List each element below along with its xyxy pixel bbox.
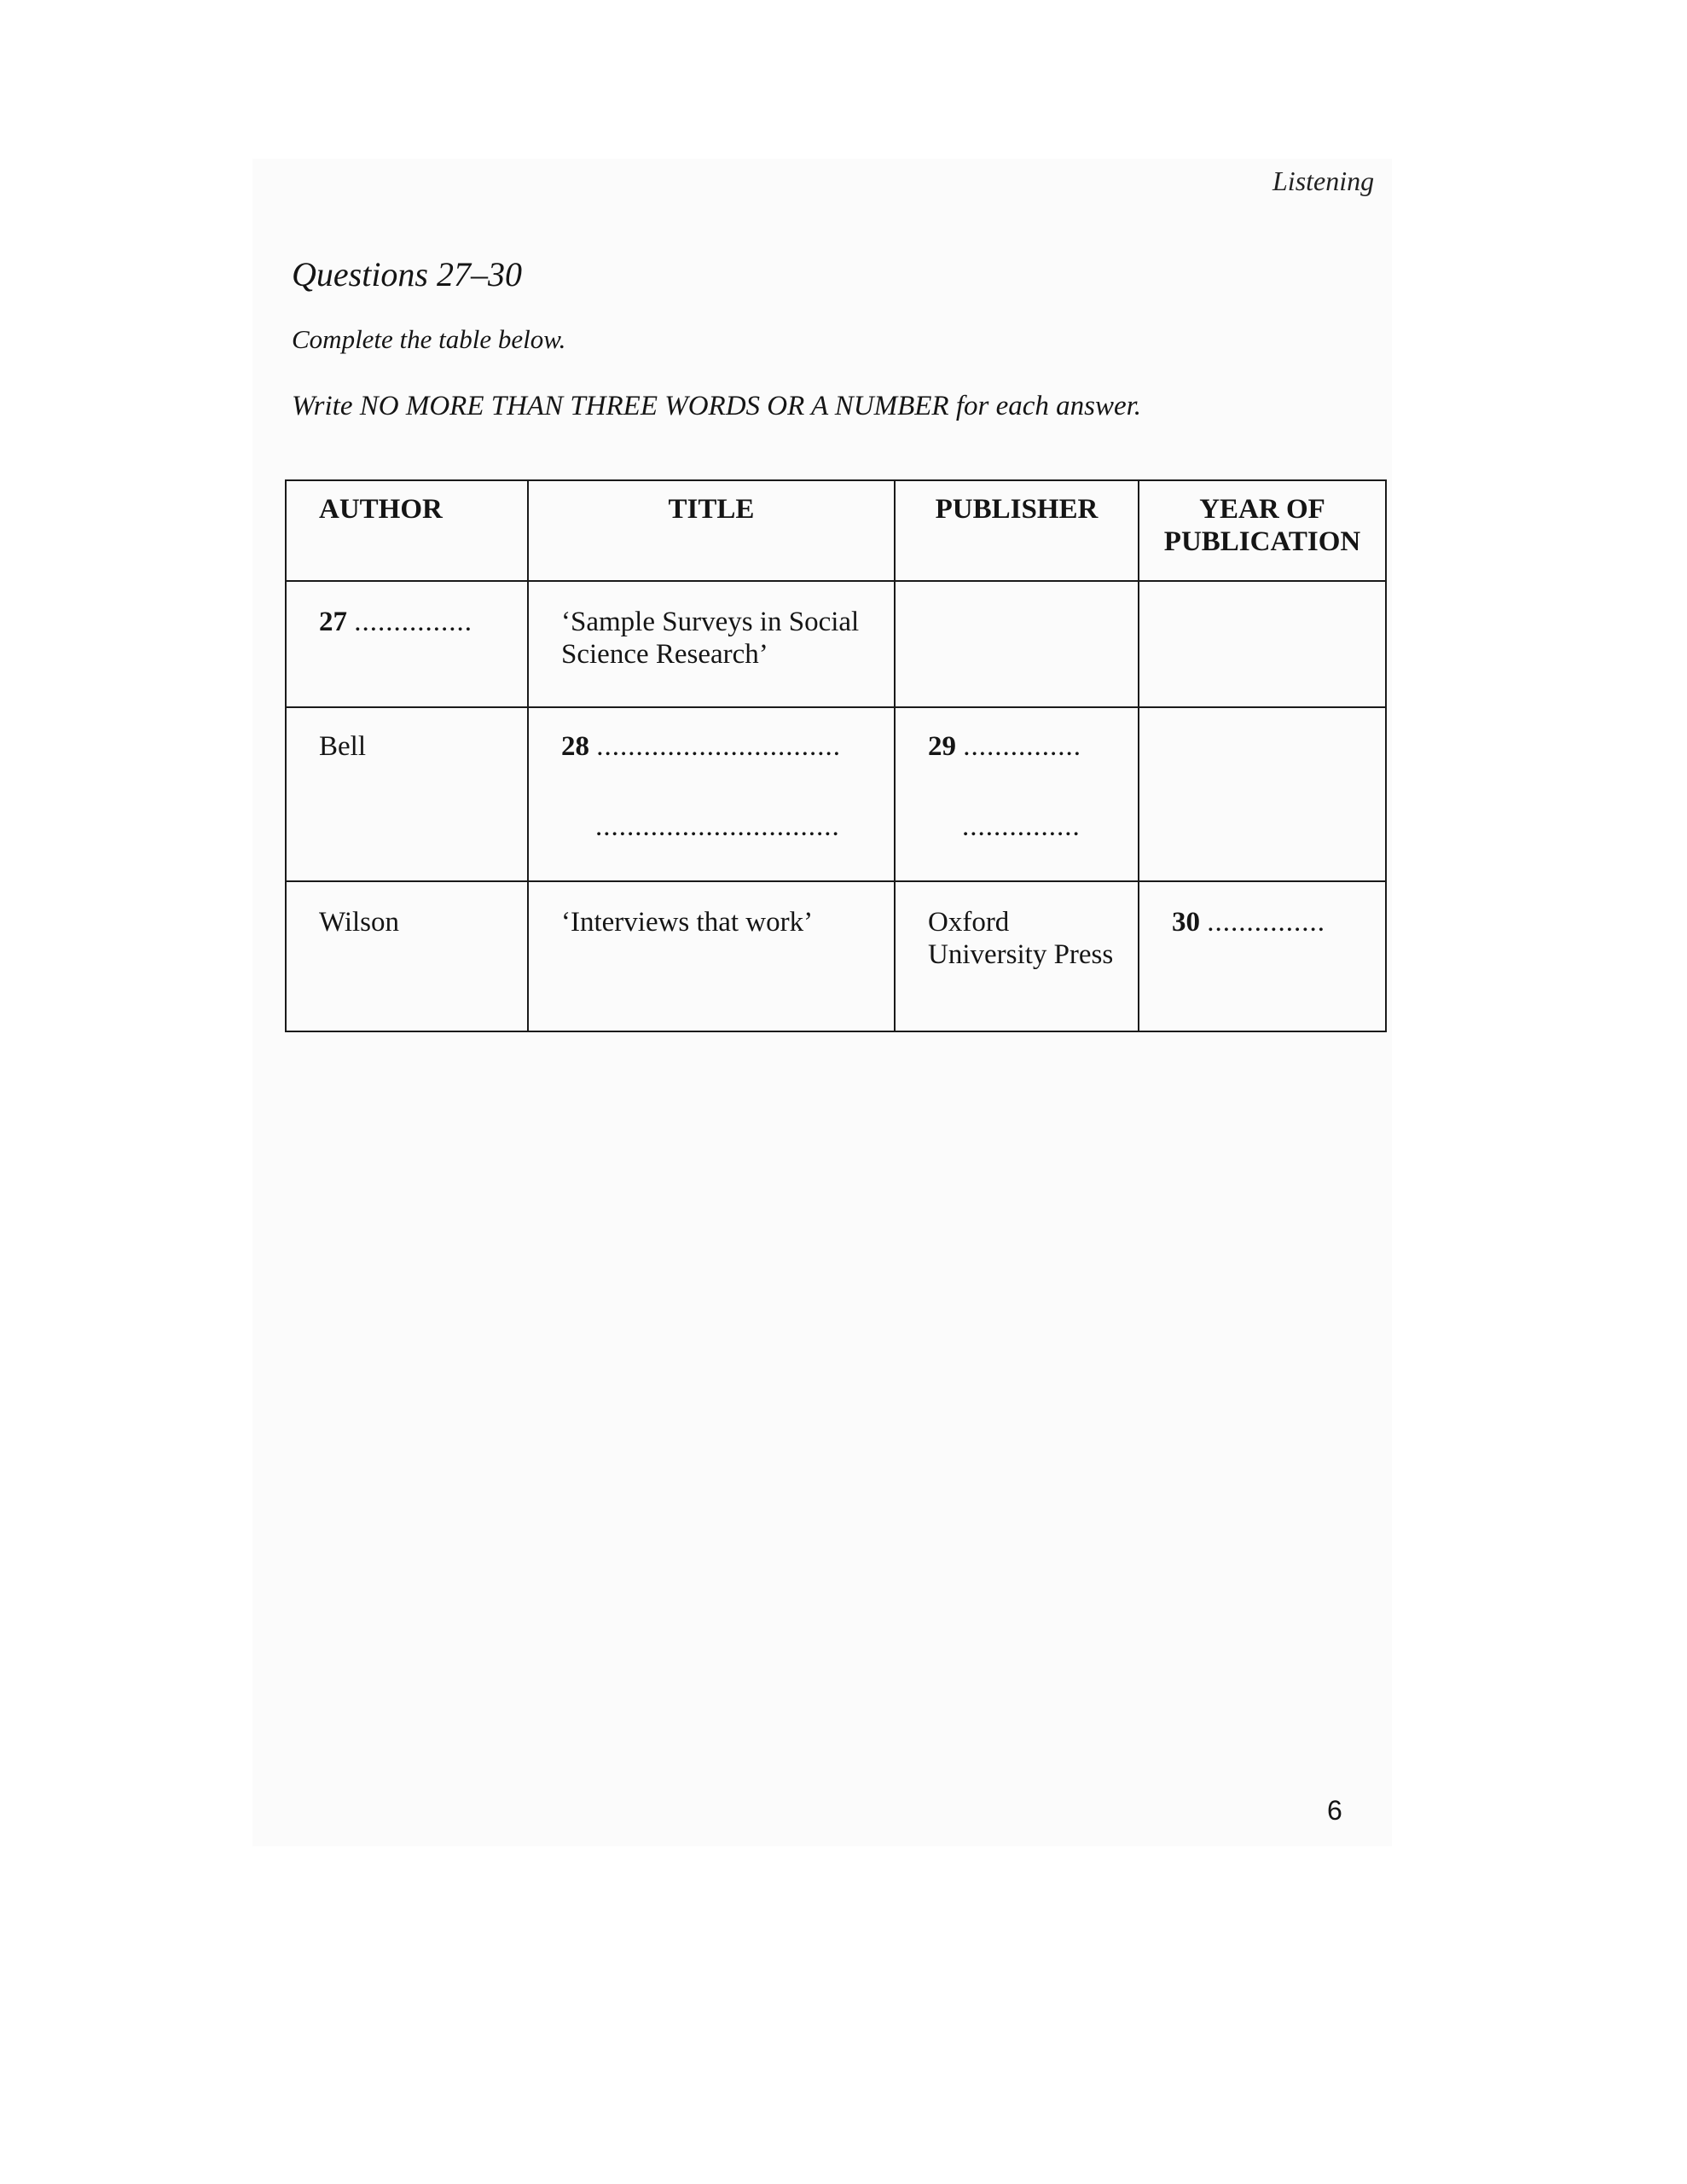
answer-table (285, 479, 1387, 1032)
header-publisher: PUBLISHER (895, 480, 1139, 581)
header-author: AUTHOR (286, 480, 528, 581)
cell-year (1139, 707, 1386, 881)
cell-title: ‘Interviews that work’ (528, 881, 895, 1031)
page-number: 6 (1327, 1795, 1342, 1826)
word-limit-tail: for each answer. (948, 391, 1142, 421)
answer-blank-29[interactable]: ............... (963, 731, 1081, 762)
cell-publisher: Oxford University Press (895, 881, 1139, 1031)
cell-author: Wilson (286, 881, 528, 1031)
cell-publisher-29[interactable] (895, 707, 1139, 881)
table-row (286, 881, 1386, 1031)
word-limit-emphasis: NO MORE THAN THREE WORDS OR A NUMBER (359, 391, 949, 421)
section-header: Listening (1272, 166, 1375, 196)
cell-year-30[interactable] (1139, 881, 1386, 1031)
table-row (286, 707, 1386, 881)
question-number-29: 29 (928, 731, 956, 762)
word-limit-lead: Write (292, 391, 360, 421)
question-number-28: 28 (561, 731, 589, 762)
cell-author-27[interactable] (286, 581, 528, 707)
answer-blank-28[interactable]: ............................... (596, 731, 841, 762)
answer-blank-28-line2[interactable]: ............................... (595, 811, 840, 842)
instruction-text: Complete the table below. (292, 324, 566, 354)
question-number-27: 27 (319, 607, 347, 637)
cell-title-28[interactable] (528, 707, 895, 881)
answer-blank-30[interactable]: ............... (1207, 907, 1325, 938)
header-title: TITLE (528, 480, 895, 581)
cell-publisher (895, 581, 1139, 707)
question-number-30: 30 (1172, 907, 1200, 938)
cell-year (1139, 581, 1386, 707)
answer-blank-29-line2[interactable]: ............... (962, 811, 1081, 842)
word-limit-instruction (292, 391, 1141, 422)
questions-heading: Questions 27–30 (292, 255, 522, 293)
table-row (286, 581, 1386, 707)
table-header-row (286, 480, 1386, 581)
answer-blank-27[interactable]: ............... (354, 607, 472, 637)
cell-author: Bell (286, 707, 528, 881)
cell-title: ‘Sample Surveys in Social Science Research’ (528, 581, 895, 707)
header-year: YEAR OF PUBLICATION (1139, 480, 1386, 581)
